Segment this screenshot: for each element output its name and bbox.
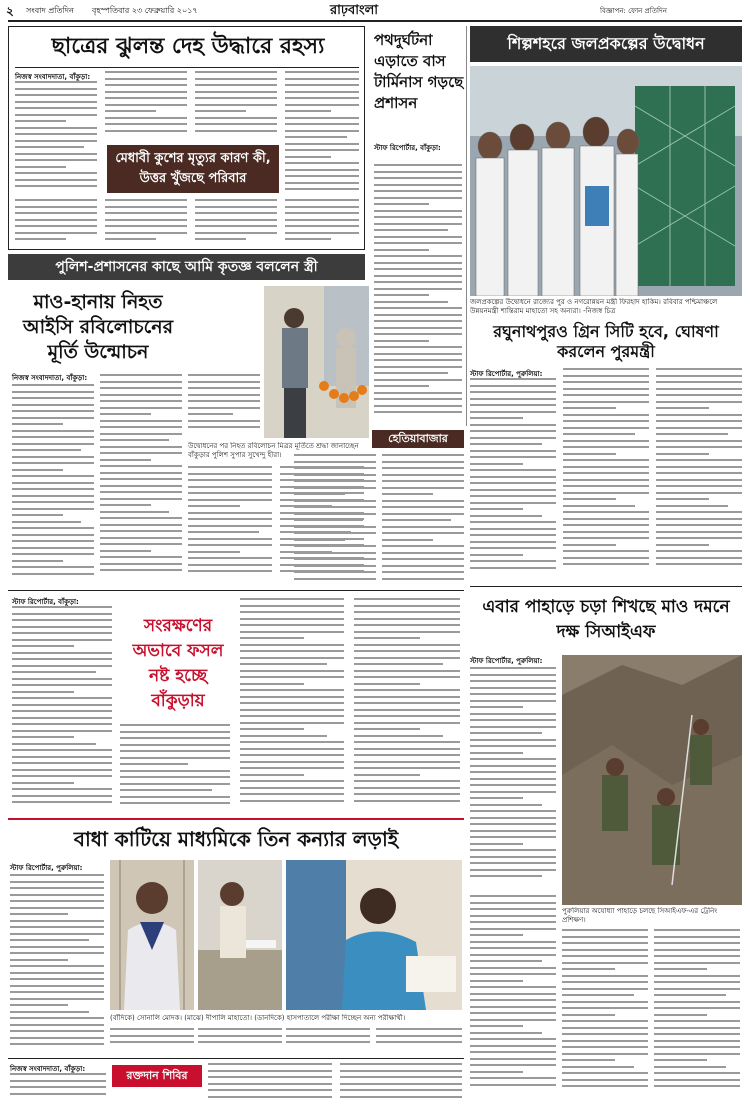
raghunath-body-col2	[563, 368, 649, 574]
chhatra-body-col2	[105, 71, 187, 139]
page-header	[0, 0, 750, 20]
header-rule	[8, 20, 742, 22]
raghunath-body-col1	[470, 378, 556, 574]
pahar-photo	[562, 655, 742, 905]
mao-body-col2	[100, 374, 182, 580]
kanya-body-col4	[286, 1028, 370, 1050]
section-title: রাঢ়বাংলা	[330, 3, 379, 18]
mao-dateline: নিজস্ব সংবাদদাতা, বাঁকুড়া:	[12, 374, 88, 382]
mao-body-col4	[188, 466, 272, 580]
patha-body	[374, 164, 462, 420]
kanya-photo-2	[198, 860, 282, 1010]
kanya-photo-1	[110, 860, 194, 1010]
fasal-headline: সংরক্ষণের অভাবে ফসল নষ্ট হচ্ছে বাঁকুড়ায়	[132, 616, 224, 711]
story-chhatra	[8, 26, 365, 250]
kanya-body-col2	[110, 1028, 194, 1050]
fasal-body-col3	[240, 598, 344, 810]
rakta-dateline: নিজস্ব সংবাদদাতা, বাঁকুড়া:	[10, 1065, 86, 1073]
header-right-info: বিজ্ঞাপন: ফোন প্রতিদিন	[600, 7, 667, 15]
rakta-body-col3	[340, 1063, 462, 1105]
kanya-headline: বাধা কাটিয়ে মাধ্যমিকে তিন কন্যার লড়াই	[73, 827, 399, 851]
pahar-dateline: স্টাফ রিপোর্টার, পুরুলিয়া:	[470, 657, 543, 665]
story-rakta	[8, 1058, 464, 1106]
raghunath-body-col3	[656, 368, 742, 574]
story-kanya	[8, 822, 464, 1054]
paper-name: সংবাদ প্রতিদিন	[26, 6, 74, 15]
chhatra-kicker: মেধাবী কুশের মৃত্যুর কারণ কী, উত্তর খুঁজছে পরিবার	[107, 145, 279, 193]
shilpa-photo	[470, 66, 742, 296]
story-raghunath	[470, 322, 742, 580]
rakta-label: রক্তদান শিবির	[112, 1065, 202, 1087]
fasal-dateline: স্টাফ রিপোর্টার, বাঁকুড়া:	[12, 598, 79, 606]
chhatra-body-lower4	[285, 199, 359, 245]
chhatra-body-col1	[15, 81, 97, 193]
issue-date: বৃহস্পতিবার ২৩ ফেব্রুয়ারি ২০১৭	[92, 6, 198, 15]
kanya-body-col1	[10, 874, 104, 1050]
hetia-label: হেতিয়াবাজার	[372, 430, 464, 448]
chhatra-body-col3	[195, 71, 277, 139]
patha-headline: পথদুর্ঘটনা এড়াতে বাস টার্মিনাস গড়ছে প্রশাসন	[374, 31, 464, 112]
kanya-photo-caption: (বাঁদিকে) সোনালি মোদক। (মাঝে) দীপালি মাহাতো। (ডানদিকে) হাসপাতালে পরীক্ষা দিচ্ছেন অন্য পরীক্ষার্থী।	[110, 1014, 406, 1022]
story-fasal	[8, 594, 464, 816]
chhatra-body-lower3	[195, 199, 277, 245]
pahar-body-col1	[470, 667, 556, 887]
pahar-photo-caption: পুরুলিয়ার অযোধ্যা পাহাড়ে চলছে সিআইএফ-এর ট্রেনিং প্রশিক্ষণ।	[562, 907, 718, 924]
raghunath-dateline: স্টাফ রিপোর্টার, পুরুলিয়া:	[470, 370, 543, 378]
kanya-dateline: স্টাফ রিপোর্টার, পুরুলিয়া:	[10, 864, 83, 872]
rakta-body-col2	[208, 1063, 332, 1105]
story-pahar	[470, 586, 742, 1101]
police-strip-headline: পুলিশ-প্রশাসনের কাছে আমি কৃতজ্ঞ বললেন স্ত্রী	[8, 254, 365, 280]
chhatra-body-col4	[285, 71, 359, 195]
pahar-body-col2	[470, 895, 556, 1095]
fasal-body-col4	[354, 598, 460, 810]
story-patha	[370, 26, 464, 426]
shilpa-headline: শিল্পশহরে জলপ্রকল্পের উদ্বোধন	[470, 26, 742, 62]
hetia-body-col2	[382, 454, 464, 584]
chhatra-dateline: নিজস্ব সংবাদদাতা, বাঁকুড়া:	[15, 73, 91, 81]
chhatra-body-lower2	[105, 199, 187, 245]
story-shilpa	[470, 26, 742, 314]
pahar-body-col3	[562, 929, 648, 1095]
kanya-photo-3	[286, 860, 462, 1010]
fasal-body-col1	[12, 606, 112, 810]
chhatra-headline: ছাত্রের ঝুলন্ত দেহ উদ্ধারে রহস্য	[51, 33, 325, 59]
pahar-body-col4	[654, 929, 740, 1095]
fasal-body-col2	[120, 724, 230, 810]
mao-body-col3	[188, 374, 260, 438]
mao-body-col1	[12, 384, 94, 580]
rakta-body-col1	[10, 1073, 106, 1105]
mao-headline: মাও-হানায় নিহত আইসি রবিলোচনের মূর্তি উন্মোচন	[22, 291, 174, 363]
hetia-body-col1	[294, 454, 376, 584]
kanya-body-col3	[198, 1028, 282, 1050]
raghunath-headline: রঘুনাথপুরও গ্রিন সিটি হবে, ঘোষণা করলেন পুরমন্ত্রী	[493, 322, 719, 361]
shilpa-caption: জলপ্রকল্পের উদ্বোধনে রাজ্যের পুর ও নগরোন্নয়ন মন্ত্রী ফিরহাদ হাকিম। রবিবার পশ্চিমাঞ্চলে উন্নয়নমন্ত্রী শান্তিরাম মাহাতো সহ অন্যরা। -নিজস্ব চিত্র	[470, 298, 718, 315]
page-number: ২	[6, 4, 14, 18]
patha-dateline: স্টাফ রিপোর্টার, বাঁকুড়া:	[374, 144, 441, 152]
kanya-body-col5	[376, 1028, 462, 1050]
mao-photo-caption: উদ্বোধনের পর নিহত রবিলোচন মিত্রর মূর্তিতে শ্রদ্ধা জানাচ্ছেন বাঁকুড়ার পুলিশ সুপার সুখেন্দু হীরা।	[188, 442, 359, 459]
pahar-headline: এবার পাহাড়ে চড়া শিখছে মাও দমনে দক্ষ সিআইএফ	[482, 597, 730, 642]
chhatra-body-lower1	[15, 199, 97, 245]
mao-photo	[264, 286, 369, 438]
